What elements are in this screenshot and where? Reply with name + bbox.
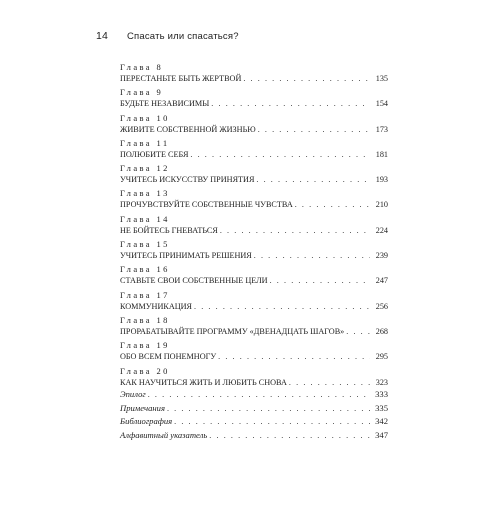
backmatter-title: Алфавитный указатель (120, 429, 208, 440)
chapter-page: 224 (375, 225, 388, 235)
chapter-title: БУДЬТЕ НЕЗАВИСИМЫ (120, 99, 210, 109)
chapter-page: 239 (375, 251, 388, 261)
chapter-label: Глава 16 (120, 264, 170, 275)
chapter-label: Глава 12 (120, 163, 170, 174)
backmatter-title: Библиография (120, 416, 173, 427)
chapter-title: УЧИТЕСЬ ПРИНИМАТЬ РЕШЕНИЯ (120, 251, 252, 261)
backmatter-entry-index[interactable] (120, 429, 388, 443)
chapter-label: Глава 17 (120, 289, 170, 300)
chapter-title: ОБО ВСЕМ ПОНЕМНОГУ (120, 352, 217, 362)
toc-chapter (120, 264, 388, 289)
chapter-label: Глава 20 (120, 365, 170, 376)
chapter-title: ПРОРАБАТЫВАЙТЕ ПРОГРАММУ «ДВЕНАДЦАТЬ ШАГОВ» (120, 326, 345, 336)
dot-leader (258, 124, 370, 136)
dot-leader (194, 301, 370, 313)
toc-chapter (120, 62, 388, 87)
backmatter-entry-notes[interactable] (120, 402, 388, 416)
chapter-title: СТАВЬТЕ СВОИ СОБСТВЕННЫЕ ЦЕЛИ (120, 276, 268, 286)
dot-leader (211, 98, 370, 110)
chapter-entry[interactable] (120, 124, 388, 136)
chapter-entry[interactable] (120, 301, 388, 313)
dot-leader (254, 250, 370, 262)
chapter-entry[interactable] (120, 275, 388, 287)
chapter-page: 210 (375, 200, 388, 210)
chapter-page: 181 (375, 149, 388, 159)
chapter-label: Глава 18 (120, 314, 170, 325)
chapter-entry[interactable] (120, 149, 388, 161)
toc-chapter (120, 113, 388, 138)
chapter-label: Глава 13 (120, 188, 170, 199)
page-header (96, 30, 400, 42)
chapter-page: 256 (375, 301, 388, 311)
dot-leader (243, 73, 370, 85)
chapter-entry[interactable] (120, 351, 388, 363)
chapter-title: ПРОЧУВСТВУЙТЕ СОБСТВЕННЫЕ ЧУВСТВА (120, 200, 293, 210)
chapter-page: 323 (375, 377, 388, 387)
chapter-entry[interactable] (120, 98, 388, 110)
chapter-page: 268 (375, 326, 388, 336)
chapter-entry[interactable] (120, 326, 388, 338)
toc-chapter (120, 138, 388, 163)
chapter-entry[interactable] (120, 174, 388, 186)
chapter-page: 154 (375, 99, 388, 109)
chapter-page: 247 (375, 276, 388, 286)
toc-chapter (120, 163, 388, 188)
chapter-entry[interactable] (120, 73, 388, 85)
dot-leader (209, 429, 370, 443)
toc-chapter (120, 214, 388, 239)
toc-chapter (120, 188, 388, 213)
dot-leader (295, 199, 370, 211)
dot-leader (256, 174, 370, 186)
dot-leader (220, 225, 370, 237)
chapter-entry[interactable] (120, 250, 388, 262)
chapter-entry[interactable] (120, 377, 388, 389)
dot-leader (148, 388, 370, 402)
dot-leader (289, 377, 370, 389)
dot-leader (218, 351, 370, 363)
chapter-label: Глава 15 (120, 239, 170, 250)
table-of-contents (120, 62, 388, 391)
chapter-title: УЧИТЕСЬ ИСКУССТВУ ПРИНЯТИЯ (120, 175, 255, 185)
chapter-label: Глава 10 (120, 112, 170, 123)
backmatter-page: 347 (375, 429, 388, 440)
toc-chapter (120, 340, 388, 365)
toc-chapter (120, 87, 388, 112)
chapter-title: ПОЛЮБИТЕ СЕБЯ (120, 149, 189, 159)
chapter-title: НЕ БОЙТЕСЬ ГНЕВАТЬСЯ (120, 225, 218, 235)
backmatter-page: 335 (375, 402, 388, 413)
dot-leader (174, 415, 370, 429)
chapter-entry[interactable] (120, 225, 388, 237)
chapter-page: 173 (375, 124, 388, 134)
chapter-entry[interactable] (120, 199, 388, 211)
backmatter-title: Примечания (120, 402, 165, 413)
chapter-label: Глава 11 (120, 137, 170, 148)
running-title: Спасать или спасаться? (126, 31, 239, 42)
toc-chapter (120, 290, 388, 315)
chapter-title: ПЕРЕСТАНЬТЕ БЫТЬ ЖЕРТВОЙ (120, 74, 242, 83)
chapter-label: Глава 19 (120, 340, 170, 351)
dot-leader (270, 275, 370, 287)
toc-chapter (120, 315, 388, 340)
backmatter-page: 342 (375, 416, 388, 427)
chapter-page: 295 (375, 352, 388, 362)
chapter-title: ЖИВИТЕ СОБСТВЕННОЙ ЖИЗНЬЮ (120, 124, 256, 134)
chapter-page: 135 (375, 74, 388, 83)
backmatter-entry-epilogue[interactable] (120, 388, 388, 402)
toc-chapter (120, 239, 388, 264)
chapter-title: КАК НАУЧИТЬСЯ ЖИТЬ И ЛЮБИТЬ СНОВА (120, 377, 287, 387)
chapter-title: КОММУНИКАЦИЯ (120, 301, 193, 311)
backmatter-page: 333 (375, 389, 388, 399)
backmatter-title: Эпилог (120, 389, 146, 399)
chapter-label: Глава 9 (120, 87, 164, 98)
dot-leader (190, 149, 370, 161)
page-number: 14 (96, 30, 109, 42)
backmatter-list (120, 388, 388, 442)
dot-leader (167, 402, 370, 416)
chapter-page: 193 (375, 175, 388, 185)
chapter-label: Глава 14 (120, 213, 170, 224)
chapter-label: Глава 8 (120, 62, 164, 72)
backmatter-entry-bibliography[interactable] (120, 415, 388, 429)
dot-leader (346, 326, 370, 338)
